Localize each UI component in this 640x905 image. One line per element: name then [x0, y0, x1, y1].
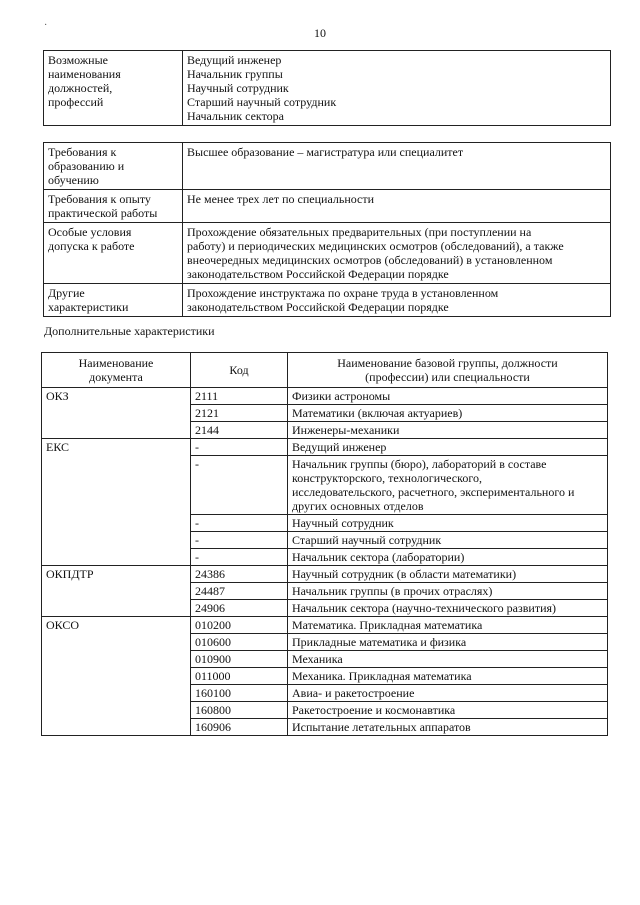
- name-cell: [288, 515, 608, 532]
- name-cell: [288, 702, 608, 719]
- requirement-label: [44, 284, 183, 317]
- header-line: Наименование базовой группы, должности: [337, 356, 558, 370]
- requirement-value: [183, 223, 611, 284]
- name-line: Испытание летательных аппаратов: [292, 720, 471, 734]
- document-cell: ОКСО: [42, 617, 191, 736]
- name-cell: [288, 456, 608, 515]
- code-cell: -: [191, 456, 288, 515]
- positions-label-line: должностей,: [48, 81, 113, 95]
- label-line: практической работы: [48, 206, 158, 220]
- document-cell: ОКПДТР: [42, 566, 191, 617]
- position-value: Научный сотрудник: [187, 81, 289, 95]
- label-line: обучению: [48, 173, 99, 187]
- code-cell: -: [191, 549, 288, 566]
- page-number: 10: [314, 26, 326, 40]
- requirement-value: [183, 143, 611, 190]
- code-cell: 2121: [191, 405, 288, 422]
- name-line: Ведущий инженер: [292, 440, 387, 454]
- position-value: Начальник группы: [187, 67, 283, 81]
- value-line: внеочередных медицинских осмотров (обследований) в установленном: [187, 253, 553, 267]
- name-line: Научный сотрудник (в области математики): [292, 567, 517, 581]
- name-line: Ракетостроение и космонавтика: [292, 703, 456, 717]
- header-name: [288, 353, 608, 388]
- code-cell: 24906: [191, 600, 288, 617]
- requirement-label: [44, 143, 183, 190]
- label-line: Требования к опыту: [48, 192, 151, 206]
- label-line: характеристики: [48, 300, 129, 314]
- positions-label-line: Возможные: [48, 53, 108, 67]
- name-cell: [288, 422, 608, 439]
- requirement-label: [44, 223, 183, 284]
- table-row: [42, 617, 608, 634]
- position-value: Начальник сектора: [187, 109, 284, 123]
- name-cell: [288, 617, 608, 634]
- code-cell: -: [191, 532, 288, 549]
- header-line: Код: [229, 363, 249, 377]
- name-cell: [288, 583, 608, 600]
- value-line: Высшее образование – магистратура или специалитет: [187, 145, 464, 159]
- code-cell: 160906: [191, 719, 288, 736]
- code-cell: 010600: [191, 634, 288, 651]
- label-line: Особые условия: [48, 225, 132, 239]
- table-row: [42, 439, 608, 456]
- name-line: Начальник группы (бюро), лабораторий в составе: [292, 457, 547, 471]
- name-line: Старший научный сотрудник: [292, 533, 442, 547]
- header-line: Наименование: [78, 356, 154, 370]
- name-line: исследовательского, расчетного, экспериментального и: [292, 485, 575, 499]
- table-row: [42, 388, 608, 405]
- table-row: [44, 190, 611, 223]
- label-line: допуска к работе: [48, 239, 135, 253]
- code-cell: 2144: [191, 422, 288, 439]
- name-cell: [288, 685, 608, 702]
- code-cell: 2111: [191, 388, 288, 405]
- value-line: законодательством Российской Федерации порядке: [187, 267, 449, 281]
- table-row: [44, 284, 611, 317]
- code-cell: 160800: [191, 702, 288, 719]
- name-line: Инженеры-механики: [292, 423, 400, 437]
- code-cell: 010200: [191, 617, 288, 634]
- document-cell: ЕКС: [42, 439, 191, 566]
- name-line: Механика: [292, 652, 343, 666]
- code-cell: -: [191, 515, 288, 532]
- code-cell: 011000: [191, 668, 288, 685]
- code-cell: 160100: [191, 685, 288, 702]
- table-row: [44, 51, 611, 126]
- value-line: Прохождение обязательных предварительных (при поступлении на: [187, 225, 532, 239]
- code-cell: -: [191, 439, 288, 456]
- positions-label-cell: [44, 51, 183, 126]
- name-cell: [288, 651, 608, 668]
- name-line: Авиа- и ракетостроение: [292, 686, 415, 700]
- value-line: Прохождение инструктажа по охране труда в установленном: [187, 286, 499, 300]
- value-line: работу) и периодических медицинских осмотров (обследований), а также: [187, 239, 564, 253]
- name-line: Математика. Прикладная математика: [292, 618, 483, 632]
- header-line: (профессии) или специальности: [365, 370, 530, 384]
- header-document: [42, 353, 191, 388]
- positions-values-cell: [183, 51, 611, 126]
- document-cell: ОКЗ: [42, 388, 191, 439]
- requirements-table: [43, 142, 611, 317]
- requirement-value: [183, 284, 611, 317]
- name-line: других основных отделов: [292, 499, 424, 513]
- name-line: Физики астрономы: [292, 389, 391, 403]
- name-line: конструкторского, технологического,: [292, 471, 482, 485]
- label-line: образованию и: [48, 159, 125, 173]
- table-row: [44, 223, 611, 284]
- name-cell: [288, 439, 608, 456]
- name-line: Механика. Прикладная математика: [292, 669, 472, 683]
- name-line: Начальник сектора (научно-технического развития): [292, 601, 557, 615]
- code-cell: 24386: [191, 566, 288, 583]
- positions-table: [43, 50, 611, 126]
- name-line: Начальник группы (в прочих отраслях): [292, 584, 493, 598]
- name-cell: [288, 405, 608, 422]
- code-cell: 010900: [191, 651, 288, 668]
- label-line: Требования к: [48, 145, 117, 159]
- code-cell: 24487: [191, 583, 288, 600]
- name-cell: [288, 719, 608, 736]
- name-line: Научный сотрудник: [292, 516, 394, 530]
- value-line: законодательством Российской Федерации порядке: [187, 300, 449, 314]
- additional-table: [41, 352, 608, 736]
- name-cell: [288, 532, 608, 549]
- table-row: [42, 566, 608, 583]
- requirement-value: [183, 190, 611, 223]
- name-line: Математики (включая актуариев): [292, 406, 463, 420]
- requirement-label: [44, 190, 183, 223]
- header-code: [191, 353, 288, 388]
- name-cell: [288, 634, 608, 651]
- positions-label-line: профессий: [48, 95, 104, 109]
- table-row: [44, 143, 611, 190]
- additional-table-body: [42, 388, 608, 736]
- name-cell: [288, 600, 608, 617]
- header-row: [42, 353, 608, 388]
- value-line: Не менее трех лет по специальности: [187, 192, 375, 206]
- name-cell: [288, 566, 608, 583]
- name-cell: [288, 668, 608, 685]
- positions-label-line: наименования: [48, 67, 121, 81]
- name-cell: [288, 549, 608, 566]
- header-line: документа: [89, 370, 143, 384]
- additional-caption: Дополнительные характеристики: [44, 324, 215, 338]
- name-line: Начальник сектора (лаборатории): [292, 550, 465, 564]
- name-line: Прикладные математика и физика: [292, 635, 467, 649]
- label-line: Другие: [48, 286, 85, 300]
- position-value: Ведущий инженер: [187, 53, 282, 67]
- corner-mark: ·: [44, 20, 48, 31]
- position-value: Старший научный сотрудник: [187, 95, 337, 109]
- name-cell: [288, 388, 608, 405]
